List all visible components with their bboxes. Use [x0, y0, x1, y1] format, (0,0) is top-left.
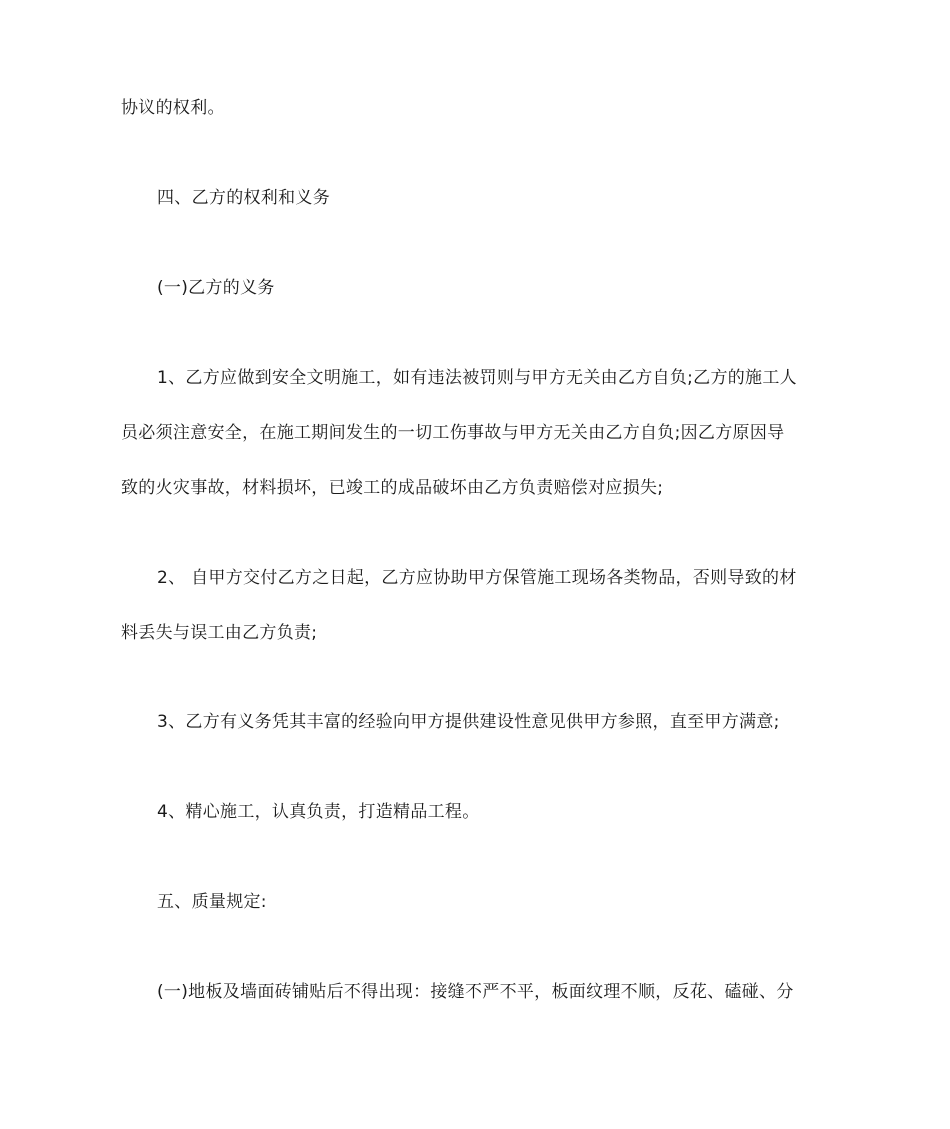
paragraph-line: 料丢失与误工由乙方负责; [121, 623, 318, 643]
subsection-heading: (一)乙方的义务 [157, 278, 275, 298]
paragraph-line: 致的火灾事故，材料损坏，已竣工的成品破坏由乙方负责赔偿对应损失; [121, 478, 664, 498]
paragraph-line: 3、乙方有义务凭其丰富的经验向甲方提供建设性意见供甲方参照，直至甲方满意; [157, 712, 780, 732]
paragraph-line: 1、乙方应做到安全文明施工，如有违法被罚则与甲方无关由乙方自负;乙方的施工人 [157, 368, 797, 388]
section-heading: 四、乙方的权利和义务 [157, 188, 330, 208]
paragraph-line: 2、 自甲方交付乙方之日起，乙方应协助甲方保管施工现场各类物品，否则导致的材 [157, 568, 797, 588]
paragraph-line: 员必须注意安全，在施工期间发生的一切工伤事故与甲方无关由乙方自负;因乙方原因导 [121, 423, 785, 443]
paragraph-line: 协议的权利。 [121, 98, 225, 118]
section-heading: 五、质量规定: [157, 892, 267, 912]
paragraph-line: (一)地板及墙面砖铺贴后不得出现：接缝不严不平，板面纹理不顺，反花、磕碰、分 [157, 982, 794, 1002]
paragraph-line: 4、精心施工，认真负责，打造精品工程。 [157, 802, 480, 822]
